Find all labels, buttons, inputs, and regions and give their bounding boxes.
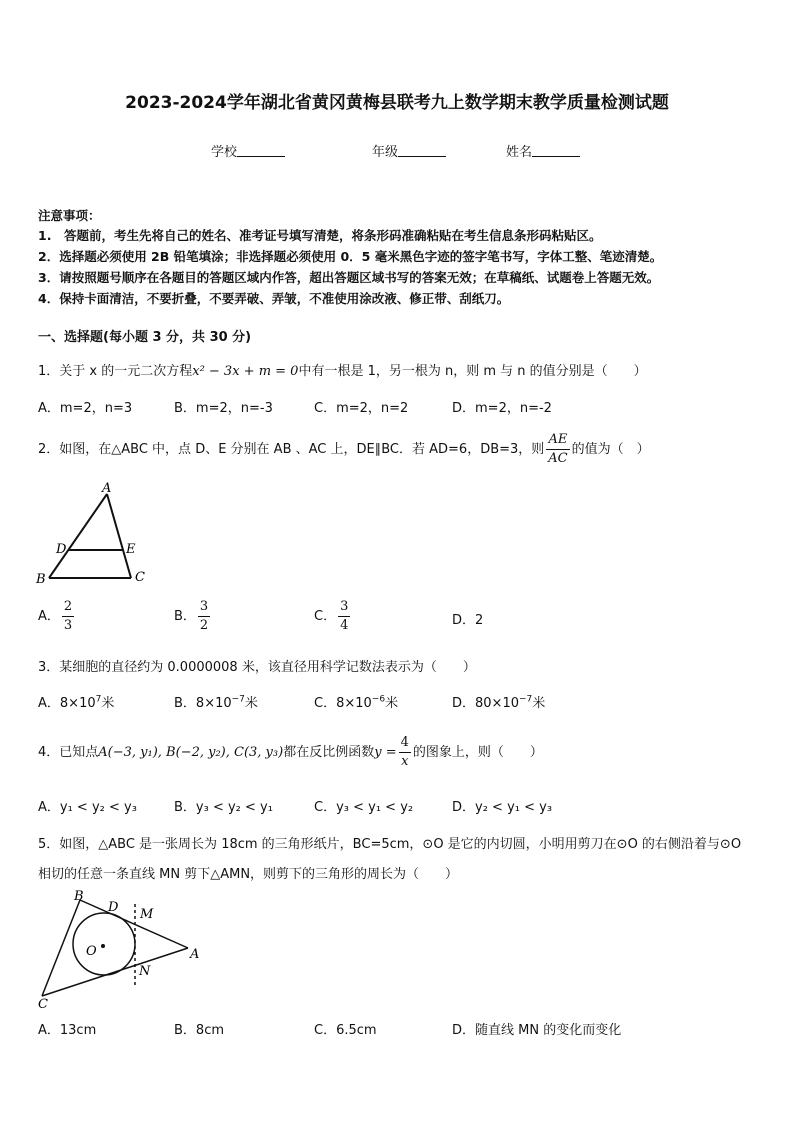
incircle-figure xyxy=(34,888,214,1010)
label-e: E xyxy=(126,542,136,557)
label-m: M xyxy=(140,907,154,922)
q4-stem-pre: 4．已知点 xyxy=(38,745,99,760)
q4-option-c: C．y₃ < y₁ < y₂ xyxy=(314,800,414,815)
q4-func-lhs: y = xyxy=(374,745,397,760)
label-c: C xyxy=(38,997,48,1010)
label-n: N xyxy=(139,964,151,979)
name-blank xyxy=(532,144,580,157)
q3-option-d xyxy=(452,692,545,711)
page-title: 2023-2024学年湖北省黄冈黄梅县联考九上数学期末教学质量检测试题 xyxy=(125,93,669,113)
incircle xyxy=(73,913,135,975)
frac-den: 3 xyxy=(63,618,73,633)
q4-stem-mid: 都在反比例函数 xyxy=(283,745,375,760)
question-1 xyxy=(38,360,647,379)
center-dot xyxy=(101,944,105,948)
option-exponent: −6 xyxy=(371,694,386,705)
option-letter: C． xyxy=(314,696,337,711)
side-ac xyxy=(107,494,131,578)
q4-frac-den: x xyxy=(401,754,409,769)
label-d: D xyxy=(56,542,67,557)
option-base: 8×10 xyxy=(195,696,232,711)
note-item: 2．选择题必须使用 2B 铅笔填涂；非选择题必须使用 0．5 毫米黑色字迹的签字笔书写，字体工整、笔迹清楚。 xyxy=(38,249,663,264)
q2-option-d xyxy=(452,609,483,628)
school-label: 学校 xyxy=(211,145,238,160)
q1-option-d: D．m=2，n=-2 xyxy=(452,401,552,416)
school-blank xyxy=(237,144,285,157)
q1-option-c: C．m=2，n=2 xyxy=(314,401,409,416)
frac-den: 4 xyxy=(340,618,349,633)
side-bc xyxy=(42,900,80,996)
q4-option-a: A．y₁ < y₂ < y₃ xyxy=(38,800,137,815)
frac-den: 2 xyxy=(199,618,209,633)
section-heading: 一、选择题(每小题 3 分，共 30 分) xyxy=(38,330,252,345)
q5-option-a: A．13cm xyxy=(38,1023,97,1038)
label-a: A xyxy=(102,481,112,496)
q2-option-a xyxy=(38,598,76,635)
school-field xyxy=(211,141,285,160)
q4-points: A(−3, y₁), B(−2, y₂), C(3, y₃) xyxy=(98,745,284,760)
q1-option-b: B．m=2，n=-3 xyxy=(174,401,273,416)
option-unit: 米 xyxy=(101,696,115,711)
grade-label: 年级 xyxy=(372,145,399,160)
label-c: C xyxy=(135,570,145,585)
q2-frac-num: AE xyxy=(546,431,569,450)
side-ba xyxy=(80,900,188,948)
option-letter: B． xyxy=(174,696,196,711)
label-o: O xyxy=(86,944,97,959)
option-fraction xyxy=(338,598,350,635)
q4-stem-post: 的图象上，则（ ） xyxy=(412,745,543,760)
option-exponent: −7 xyxy=(231,694,245,705)
q5-option-c: C．6.5cm xyxy=(314,1023,377,1038)
note-item: 1. 答题前，考生先将自己的姓名、准考证号填写清楚，将条形码准确粘贴在考生信息条形码粘贴区。 xyxy=(38,228,602,243)
q4-option-d: D．y₂ < y₁ < y₃ xyxy=(452,800,553,815)
note-item: 3．请按照题号顺序在各题目的答题区域内作答，超出答题区域书写的答案无效；在草稿纸、试题卷上答题无效。 xyxy=(38,270,660,285)
option-fraction xyxy=(62,598,74,635)
option-exponent: 7 xyxy=(95,694,102,705)
q5-option-d: D．随直线 MN 的变化而变化 xyxy=(452,1023,622,1038)
option-exponent: −7 xyxy=(519,694,533,705)
q1-equation: x² − 3x + m = 0 xyxy=(192,364,299,379)
frac-num: 3 xyxy=(338,598,350,617)
option-letter: A． xyxy=(38,696,60,711)
option-unit: 米 xyxy=(244,696,258,711)
option-letter: B． xyxy=(174,609,196,624)
label-b: B xyxy=(36,572,46,587)
q2-fraction xyxy=(546,431,569,468)
name-label: 姓名 xyxy=(506,145,533,160)
q1-option-a: A．m=2，n=3 xyxy=(38,401,133,416)
label-d: D xyxy=(108,900,119,915)
frac-num: 3 xyxy=(198,598,210,617)
question-3: 3．某细胞的直径约为 0.0000008 米，该直径用科学记数法表示为（ ） xyxy=(38,660,476,675)
side-ab xyxy=(49,494,107,578)
side-ca xyxy=(42,948,188,996)
q1-stem-post: 中有一根是 1，另一根为 n，则 m 与 n 的值分别是（ ） xyxy=(298,364,647,379)
name-field xyxy=(506,141,580,160)
note-item: 4．保持卡面清洁，不要折叠，不要弄破、弄皱，不准使用涂改液、修正带、刮纸刀。 xyxy=(38,291,510,306)
q4-option-b: B．y₃ < y₂ < y₁ xyxy=(174,800,273,815)
option-unit: 米 xyxy=(385,696,399,711)
question-5-line-2: 相切的任意一条直线 MN 剪下△AMN，则剪下的三角形的周长为（ ） xyxy=(38,867,459,882)
q2-option-c xyxy=(314,598,352,635)
option-text: 2 xyxy=(475,613,484,628)
q2-stem-post: 的值为（ ） xyxy=(571,442,650,457)
triangle-de-figure xyxy=(34,478,154,588)
frac-num: 2 xyxy=(62,598,74,617)
q4-fraction xyxy=(399,734,411,771)
option-letter: A． xyxy=(38,609,60,624)
option-fraction xyxy=(198,598,210,635)
q2-stem-pre: 2．如图，在△ABC 中，点 D、E 分别在 AB 、AC 上，DE∥BC．若 AD=6，DB=3，则 xyxy=(38,442,545,457)
option-unit: 米 xyxy=(532,696,546,711)
option-base: 8×10 xyxy=(336,696,372,711)
option-letter: D． xyxy=(452,613,476,628)
label-b: B xyxy=(74,889,84,904)
q3-option-a xyxy=(38,692,114,711)
q5-option-b: B．8cm xyxy=(174,1023,225,1038)
q3-option-c xyxy=(314,692,398,711)
option-base: 8×10 xyxy=(59,696,96,711)
label-a: A xyxy=(190,947,200,962)
option-base: 80×10 xyxy=(475,696,519,711)
q2-option-b xyxy=(174,598,212,635)
q3-option-b xyxy=(174,692,258,711)
q1-stem-pre: 1．关于 x 的一元二次方程 xyxy=(38,364,193,379)
option-letter: C． xyxy=(314,609,337,624)
grade-field xyxy=(372,141,446,160)
question-2 xyxy=(38,431,650,468)
question-5-line-1: 5．如图，△ABC 是一张周长为 18cm 的三角形纸片，BC=5cm，⊙O 是它的内切圆，小明用剪刀在⊙O 的右侧沿着与⊙O xyxy=(38,837,742,852)
q4-frac-num: 4 xyxy=(399,734,411,753)
grade-blank xyxy=(398,144,446,157)
notes-heading: 注意事项： xyxy=(38,208,101,223)
question-4 xyxy=(38,734,543,771)
q2-frac-den: AC xyxy=(548,451,568,466)
option-letter: D． xyxy=(452,696,476,711)
